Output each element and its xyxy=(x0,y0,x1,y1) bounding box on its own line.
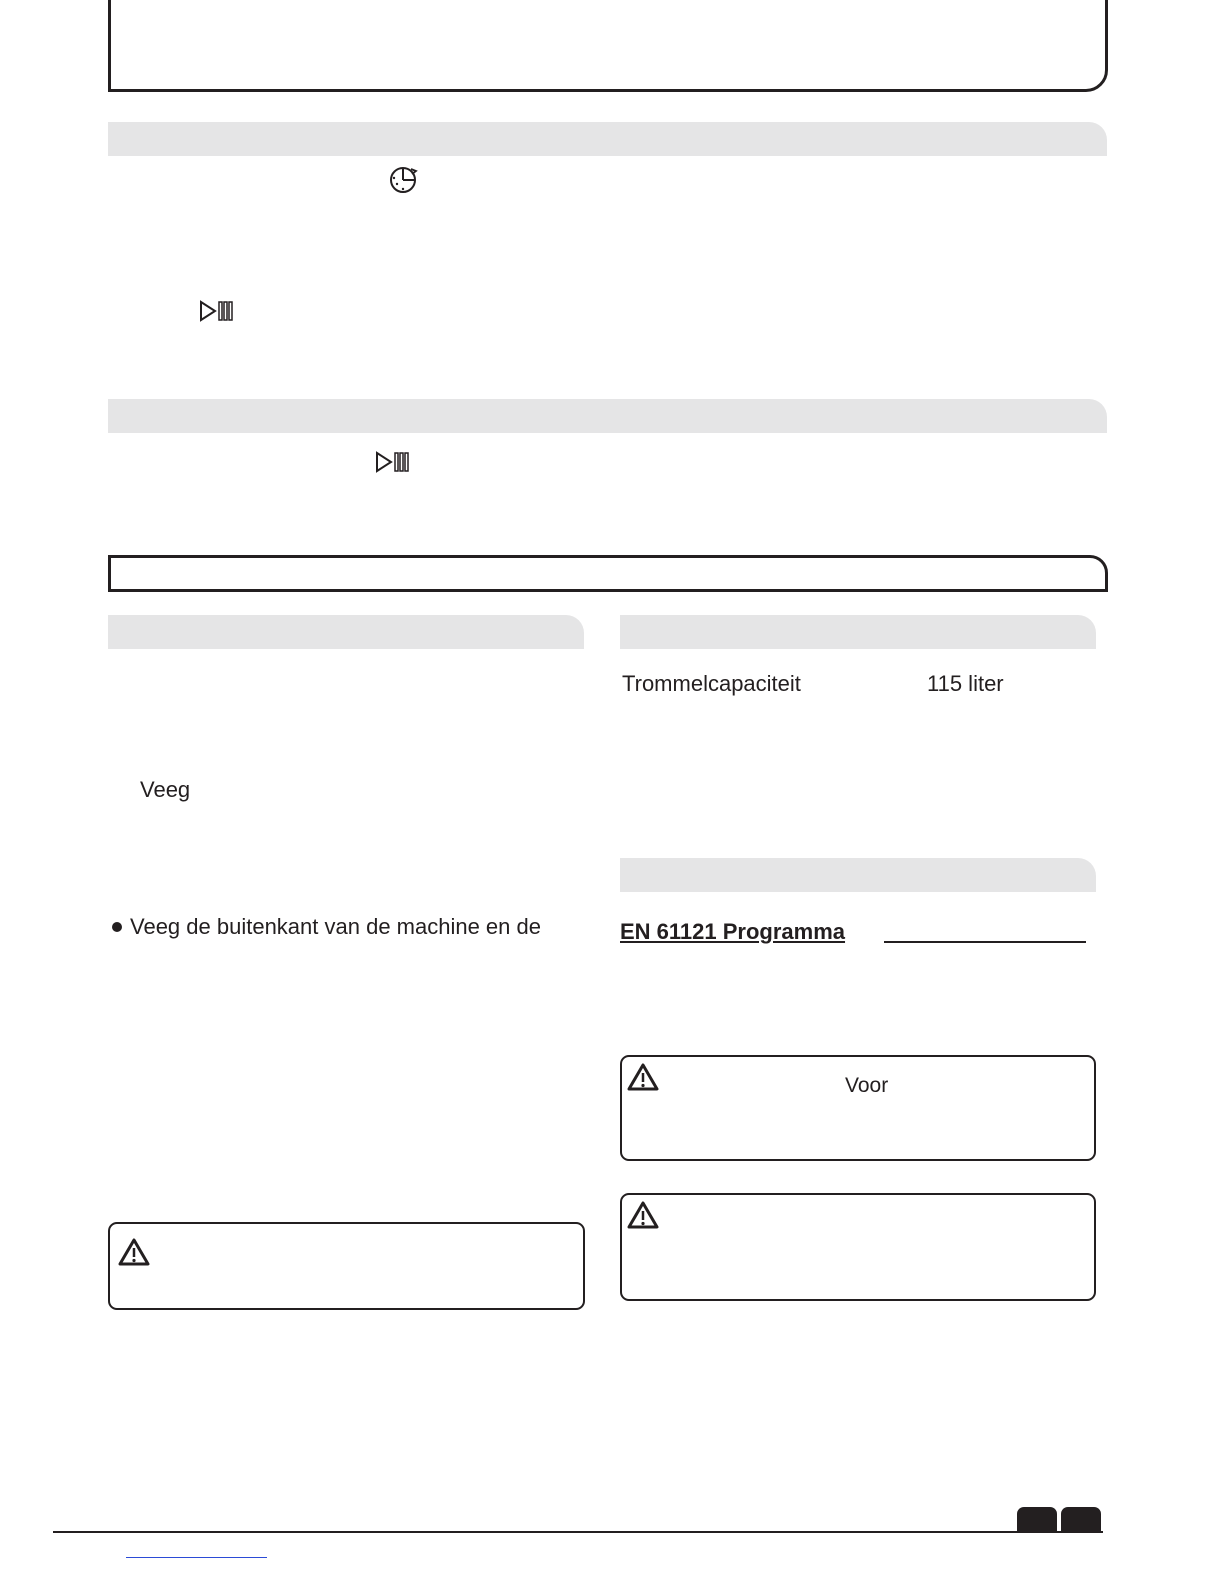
warning-icon xyxy=(117,1237,151,1267)
veeg-text: Veeg xyxy=(140,777,191,802)
play-pause-icon xyxy=(199,300,235,322)
bullet-text: Veeg de buitenkant van de machine en de xyxy=(130,914,541,939)
right-warning-box-2 xyxy=(620,1193,1096,1301)
warning-icon xyxy=(626,1200,660,1230)
right-warning-box-1 xyxy=(620,1055,1096,1161)
capacity-label: Trommelcapaciteit xyxy=(622,671,801,696)
program-link[interactable]: EN 61121 Programma xyxy=(620,919,846,944)
section3-frame xyxy=(108,555,1108,592)
program-fill-line xyxy=(884,941,1086,943)
capacity-value: 115 liter xyxy=(927,671,1004,696)
header-frame xyxy=(108,0,1108,92)
clock-timer-icon xyxy=(388,165,420,195)
section2-bar xyxy=(108,399,1107,433)
footer-link-underline[interactable] xyxy=(126,1557,267,1558)
right-column-bar-2 xyxy=(620,858,1096,892)
footer-rule xyxy=(53,1531,1103,1533)
section1-bar xyxy=(108,122,1107,156)
play-pause-icon-2 xyxy=(375,451,411,473)
page-number-tab-right xyxy=(1061,1507,1101,1533)
page-number-tab-left xyxy=(1017,1507,1057,1533)
left-column-bar xyxy=(108,615,584,649)
warning-icon xyxy=(626,1062,660,1092)
bullet-dot xyxy=(112,922,122,932)
right-column-bar xyxy=(620,615,1096,649)
warning1-text: Voor xyxy=(845,1074,889,1097)
left-warning-box xyxy=(108,1222,585,1310)
